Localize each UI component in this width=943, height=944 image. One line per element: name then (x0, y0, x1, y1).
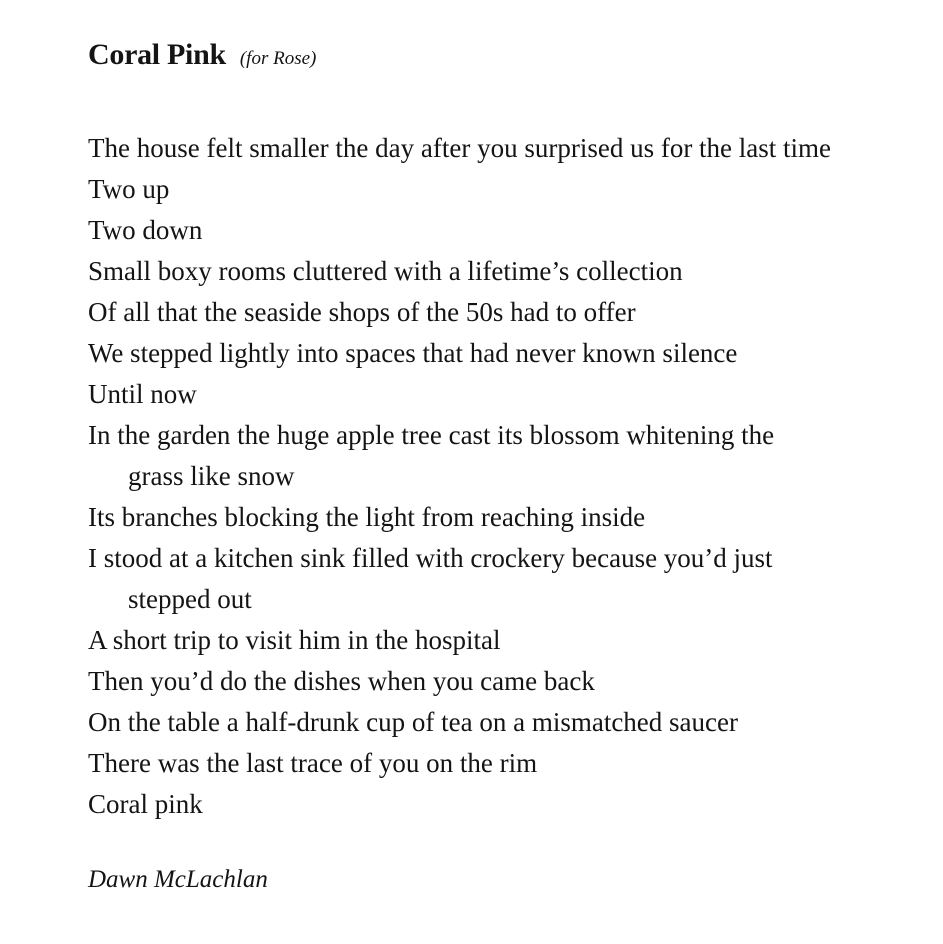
poem-title: Coral Pink (88, 38, 226, 71)
poem-line: Small boxy rooms cluttered with a lifetime’s collection (88, 256, 683, 286)
poem-line: We stepped lightly into spaces that had never known silence (88, 338, 738, 368)
poem-line: In the garden the huge apple tree cast its blossom whitening the (88, 420, 775, 450)
poem-line: Then you’d do the dishes when you came back (88, 666, 595, 696)
poem-line: Of all that the seaside shops of the 50s had to offer (88, 297, 636, 327)
poem-dedication: (for Rose) (239, 48, 317, 69)
poem-line: The house felt smaller the day after you surprised us for the last time (88, 133, 832, 163)
poem-line: I stood at a kitchen sink filled with crockery because you’d just (88, 543, 773, 573)
poem-body (88, 128, 928, 825)
poem-line-continuation: stepped out (128, 584, 252, 614)
poem-author: Dawn McLachlan (88, 866, 268, 893)
title-row (88, 38, 316, 72)
poem-line: Its branches blocking the light from reaching inside (88, 502, 646, 532)
poem-line: On the table a half-drunk cup of tea on a mismatched saucer (88, 707, 738, 737)
poem-line-continuation: grass like snow (128, 461, 295, 491)
poem-line: There was the last trace of you on the rim (88, 748, 538, 778)
poem-line: A short trip to visit him in the hospital (88, 625, 501, 655)
poem-line: Two down (88, 215, 203, 245)
poem-line: Until now (88, 379, 197, 409)
poem-line: Two up (88, 174, 170, 204)
poem-line: Coral pink (88, 789, 203, 819)
